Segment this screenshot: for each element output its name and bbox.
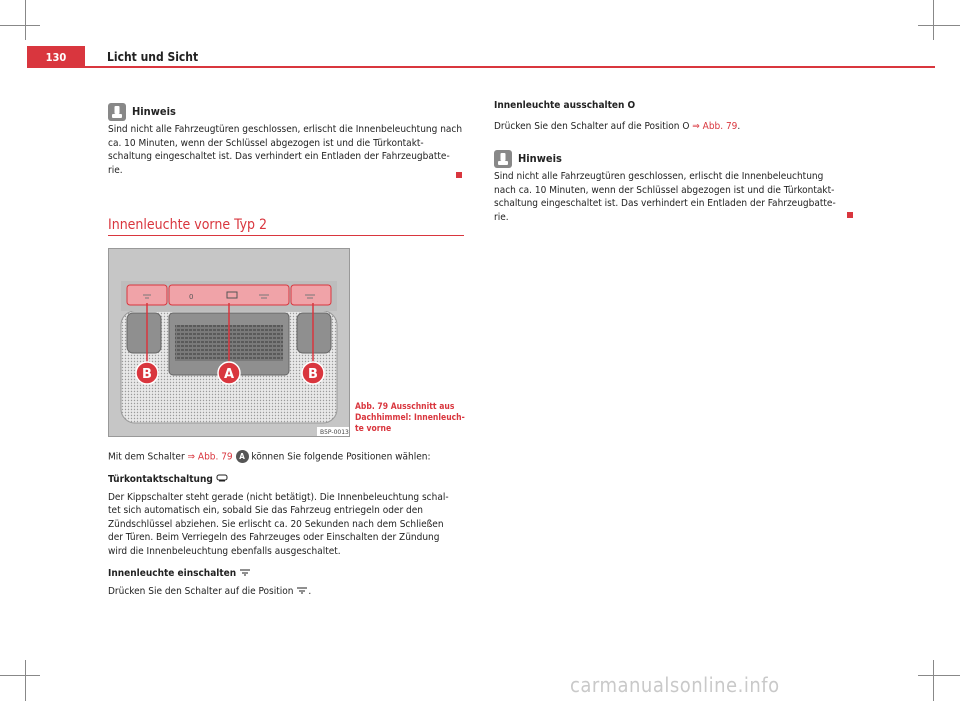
- page-number: 130: [27, 46, 85, 68]
- note-left: [108, 103, 463, 177]
- crop-mark: [933, 660, 934, 701]
- paragraph-line: Der Kippschalter steht gerade (nicht betätigt). Die Innenbeleuchtung schal-: [108, 491, 449, 503]
- paragraph-line: der Türen. Beim Verriegeln des Fahrzeuges oder Einschalten der Zündung: [108, 532, 440, 543]
- callout-b-left: B: [142, 367, 152, 382]
- paragraph-line: wird die Innenbeleuchtung ebenfalls ausgeschaltet.: [108, 545, 341, 557]
- paragraph-text: Drücken Sie den Schalter auf die Position: [108, 585, 297, 597]
- light-on-paragraph: [108, 585, 468, 599]
- page-header-title: Licht und Sicht: [107, 50, 199, 64]
- heading-text: Innenleuchte einschalten: [108, 568, 237, 579]
- note-line: rie.: [494, 211, 509, 223]
- light-off-paragraph: [494, 120, 854, 134]
- note-heading: Hinweis: [518, 152, 562, 166]
- crop-mark: [918, 675, 960, 676]
- info-note-icon: [108, 103, 126, 121]
- crop-mark: [25, 660, 26, 701]
- section-end-mark: [456, 172, 462, 178]
- body-right: [494, 99, 854, 133]
- figure-link[interactable]: ⇒ Abb. 79: [692, 120, 738, 132]
- info-note-icon: [494, 150, 512, 168]
- callout-a-badge: A: [236, 450, 249, 463]
- caption-line: te vorne: [355, 424, 392, 434]
- body-left: [108, 450, 468, 598]
- caption-line: Dachhimmel: Innenleuch-: [355, 413, 465, 423]
- intro-text: können Sie folgende Positionen wählen:: [248, 451, 431, 463]
- heading-light-on: [108, 567, 468, 581]
- crop-mark: [0, 25, 40, 26]
- heading-light-off: Innenleuchte ausschalten O: [494, 100, 636, 111]
- watermark: carmanualsonline.info: [570, 673, 780, 697]
- door-contact-icon: [216, 474, 228, 482]
- figure-ceiling-light: [108, 248, 350, 437]
- callout-a: A: [223, 367, 235, 382]
- switch-position-label: 0: [189, 293, 194, 301]
- header-rule: [85, 66, 935, 68]
- note-text: Sind nicht alle Fahrzeugtüren geschlossen, erlischt die Innenbeleuchtung nach ca. 10 Minuten, wenn der Schlüssel abgezogen ist und die Türkontakt-schaltung eingeschaltet ist. Das verhindert ein Entladen der Fahrzeugbatte-rie.: [108, 124, 463, 176]
- paragraph-line: Zündschlüssel abziehen. Sie erlischt ca. 20 Sekunden nach dem Schließen: [108, 518, 444, 530]
- heading-text: Türkontaktschaltung: [108, 474, 213, 485]
- paragraph-text: Drücken Sie den Schalter auf die Position O: [494, 120, 693, 132]
- section-rule: [108, 235, 464, 236]
- note-line: nach ca. 10 Minuten, wenn der Schlüssel abgezogen ist und die Türkontakt-: [494, 184, 835, 196]
- note-line: schaltung eingeschaltet ist. Das verhindert ein Entladen der Fahrzeugbatte-: [494, 198, 836, 209]
- crop-mark: [933, 0, 934, 40]
- light-on-icon: [239, 568, 251, 576]
- figure-code: B5P-0013: [320, 429, 349, 436]
- caption-line: Abb. 79 Ausschnitt aus: [355, 402, 455, 412]
- light-on-icon: [296, 586, 308, 594]
- heading-door-contact: [108, 473, 468, 487]
- intro-paragraph: [108, 450, 468, 464]
- crop-mark: [918, 25, 960, 26]
- note-right: [494, 150, 854, 224]
- figure-link[interactable]: ⇒ Abb. 79: [187, 451, 233, 463]
- note-line: Sind nicht alle Fahrzeugtüren geschlossen, erlischt die Innenbeleuchtung: [494, 171, 824, 182]
- section-end-mark: [847, 212, 853, 218]
- paragraph-line: tet sich automatisch ein, sobald Sie das Fahrzeug entriegeln oder den: [108, 505, 423, 516]
- crop-mark: [25, 0, 26, 40]
- crop-mark: [0, 675, 40, 676]
- paragraph-text: .: [737, 120, 741, 132]
- paragraph-text: .: [308, 585, 312, 597]
- callout-b-right: B: [308, 367, 318, 382]
- intro-text: Mit dem Schalter: [108, 451, 188, 463]
- section-title: Innenleuchte vorne Typ 2: [108, 217, 268, 233]
- note-heading: Hinweis: [132, 105, 176, 119]
- figure-caption: [355, 402, 465, 435]
- ceiling-light-illustration: [109, 249, 349, 436]
